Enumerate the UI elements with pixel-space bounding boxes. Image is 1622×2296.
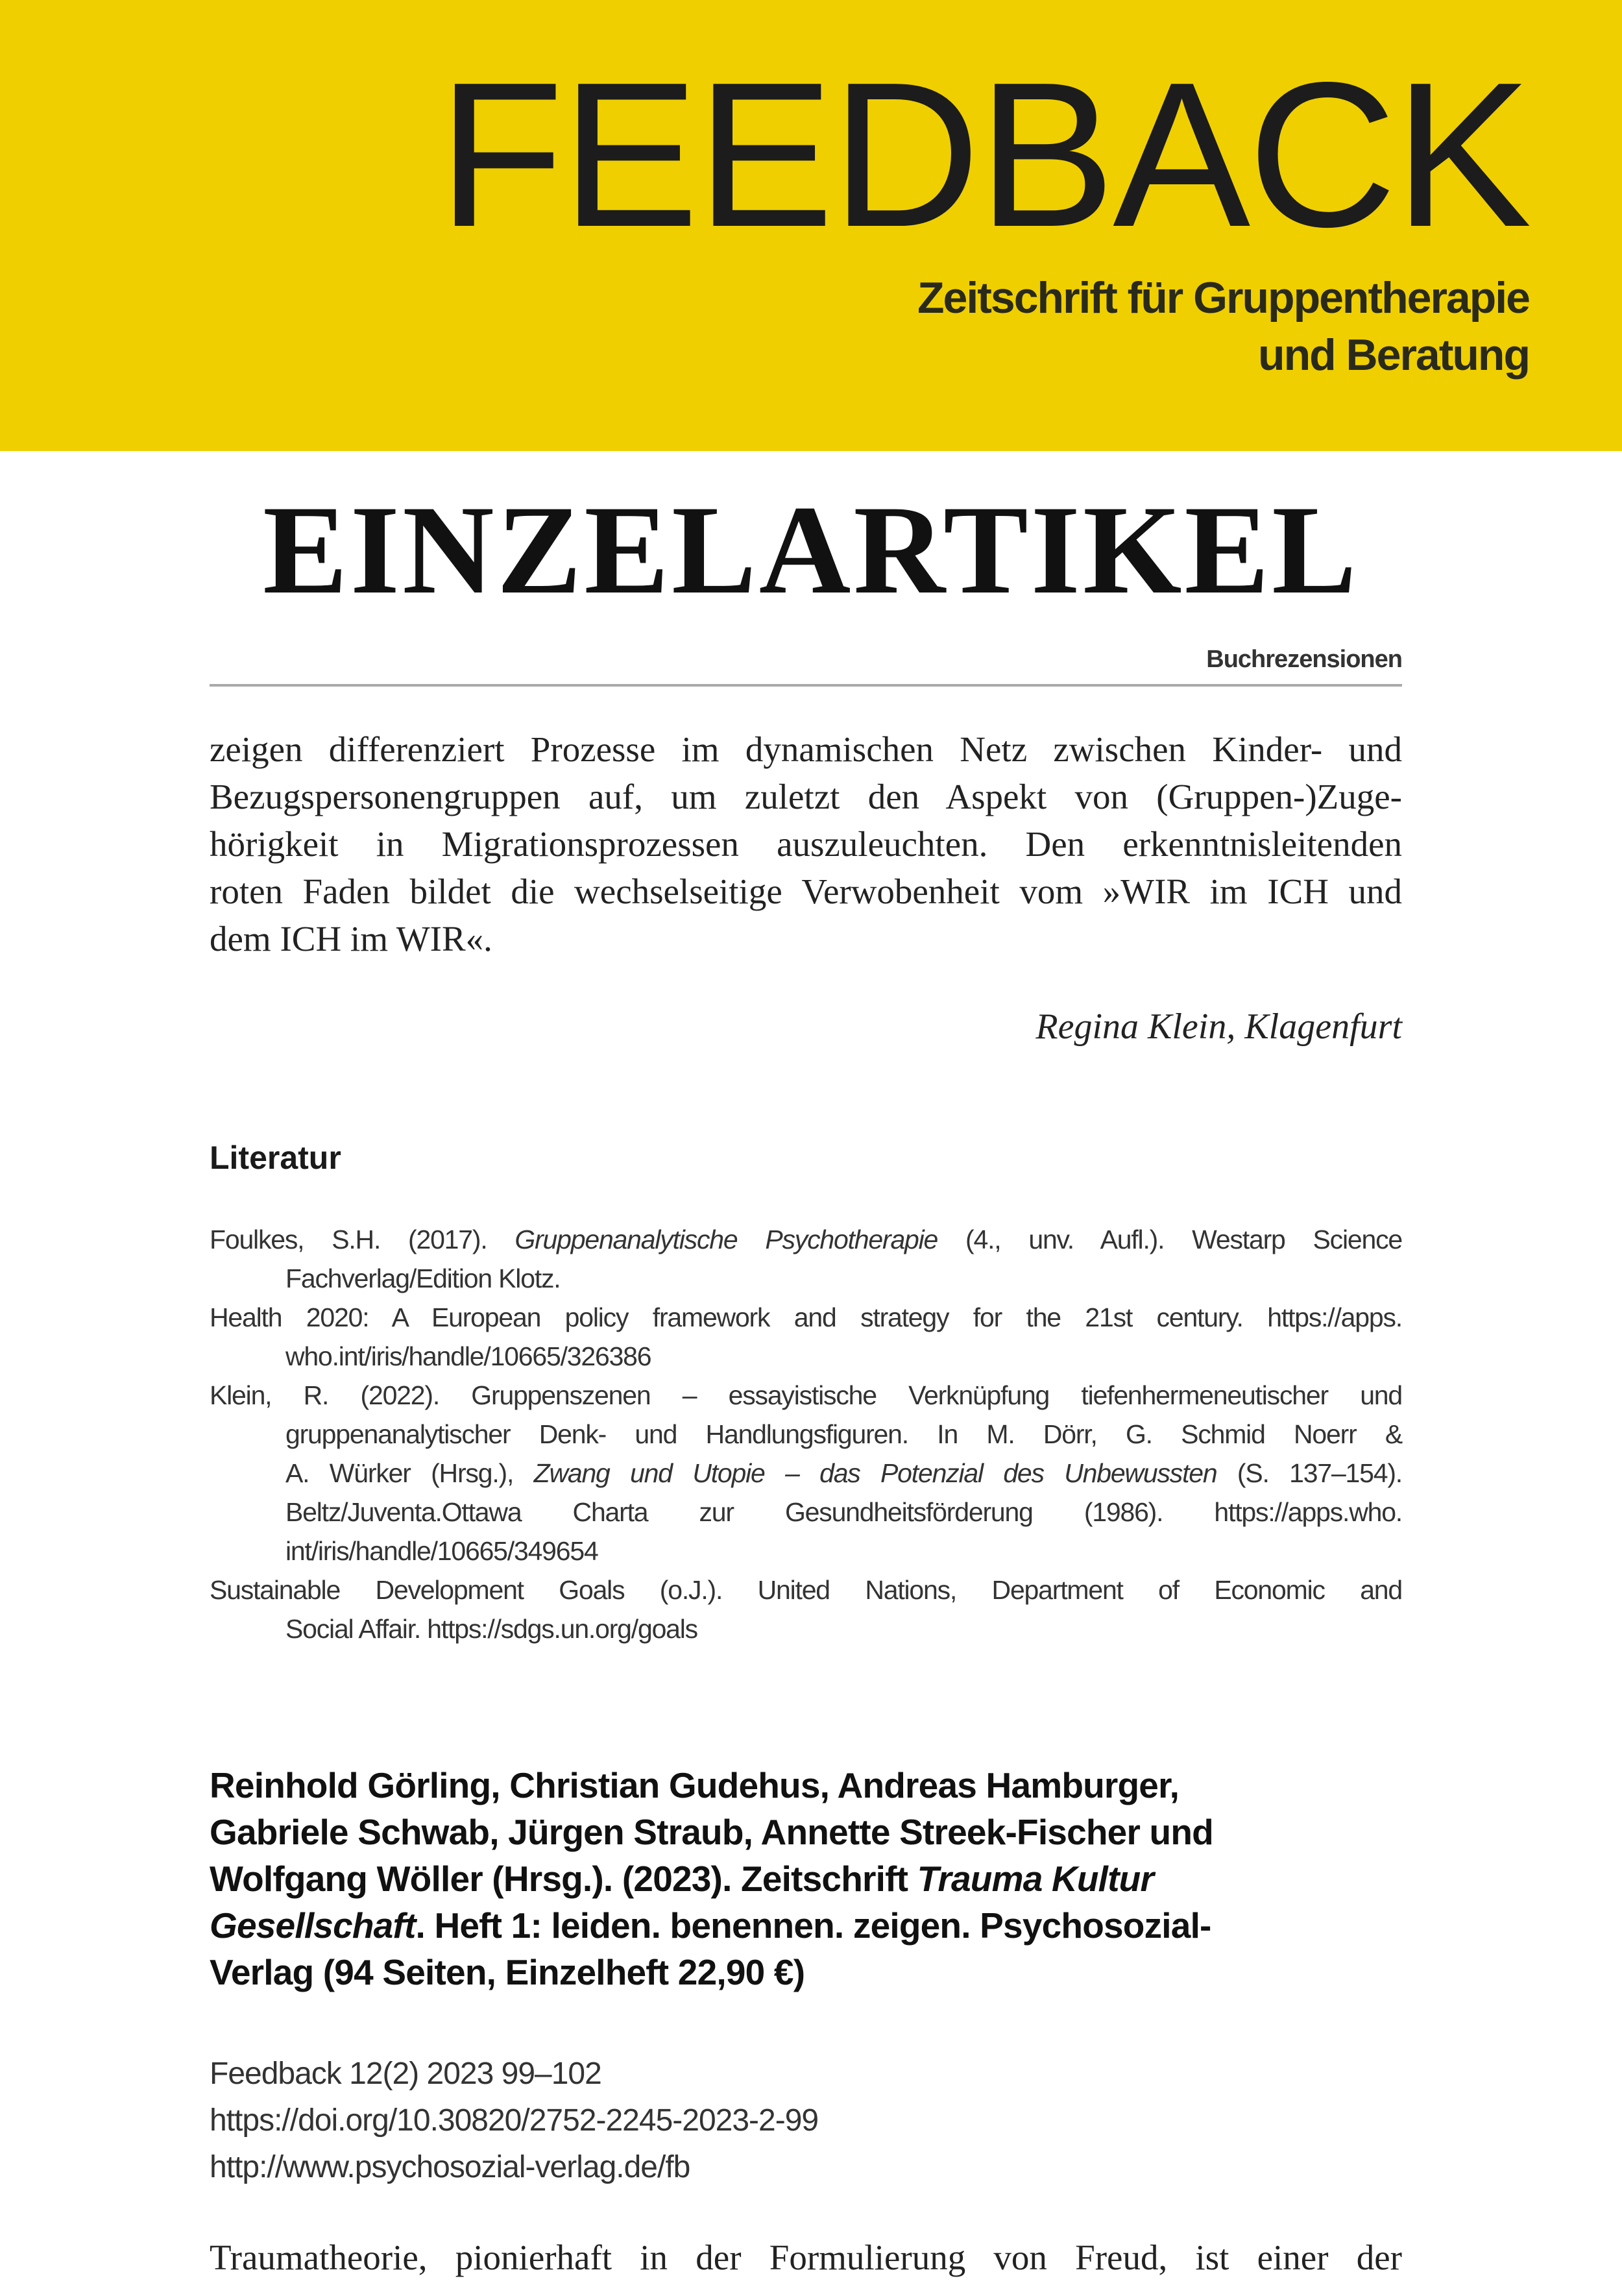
publisher-link[interactable]: http://www.psychosozial-verlag.de/fb <box>210 2150 690 2184</box>
literature-heading: Literatur <box>210 1140 341 1176</box>
review-body <box>210 2234 1402 2281</box>
reference-continuation: Beltz/Juventa.Ottawa Charta zur Gesundheitsförderung (1986). https://apps.who. <box>285 1497 1402 1527</box>
text-line: roten Faden bildet die wechselseitige Verwobenheit vom »WIR im ICH und <box>210 872 1402 911</box>
heading-line: Gabriele Schwab, Jürgen Straub, Annette Streek-Fischer und <box>210 1812 1213 1852</box>
reference-continuation: int/iris/handle/10665/349654 <box>285 1536 598 1566</box>
reference-continuation: Fachverlag/Edition Klotz. <box>285 1264 561 1293</box>
heading-line: Wolfgang Wöller (Hrsg.). (2023). Zeitschrift Trauma Kultur <box>210 1859 1154 1899</box>
reference-item: Sustainable Development Goals (o.J.). United Nations, Department of Economic and <box>210 1575 1402 1605</box>
body-paragraph <box>210 726 1402 962</box>
section-label: Buchrezensionen <box>1206 646 1402 673</box>
doi-link[interactable]: https://doi.org/10.30820/2752-2245-2023-2-99 <box>210 2103 819 2138</box>
reference-item: Klein, R. (2022). Gruppenszenen – essayistische Verknüpfung tiefenhermeneutischer und <box>210 1380 1402 1410</box>
text-line: Bezugspersonengruppen auf, um zuletzt den Aspekt von (Gruppen-)Zuge- <box>210 777 1402 816</box>
reference-continuation: gruppenanalytischer Denk- und Handlungsfiguren. In M. Dörr, G. Schmid Noerr & <box>285 1419 1402 1449</box>
reference-item: Foulkes, S.H. (2017). Gruppenanalytische Psychotherapie (4., unv. Aufl.). Westarp Science <box>210 1225 1402 1254</box>
page-title: EINZELARTIKEL <box>263 480 1359 620</box>
review-heading <box>210 1762 1402 1996</box>
heading-line: Gesellschaft. Heft 1: leiden. benennen. zeigen. Psychosozial- <box>210 1905 1211 1946</box>
divider <box>210 684 1402 687</box>
journal-logo: FEEDBACK <box>437 40 1529 270</box>
text-line: hörigkeit in Migrationsprozessen auszuleuchten. Den erkenntnisleitenden <box>210 824 1402 864</box>
journal-subtitle: und Beratung <box>1258 330 1529 380</box>
reference-continuation: Social Affair. https://sdgs.un.org/goals <box>285 1614 697 1644</box>
journal-header-band <box>0 0 1622 451</box>
journal-subtitle: Zeitschrift für Gruppentherapie <box>917 273 1529 323</box>
text-line: dem ICH im WIR«. <box>210 919 492 959</box>
citation: Feedback 12(2) 2023 99–102 <box>210 2057 601 2091</box>
article-meta <box>210 2051 1402 2191</box>
reference-item: Health 2020: A European policy framework and strategy for the 21st century. https://apps. <box>210 1302 1402 1332</box>
heading-line: Reinhold Görling, Christian Gudehus, Andreas Hamburger, <box>210 1765 1180 1805</box>
reference-list <box>210 1220 1402 1648</box>
review-signature: Regina Klein, Klagenfurt <box>1035 1007 1402 1047</box>
text-line: zeigen differenziert Prozesse im dynamischen Netz zwischen Kinder- und <box>210 729 1402 769</box>
text-line: Traumatheorie, pionierhaft in der Formulierung von Freud, ist einer der <box>210 2238 1402 2277</box>
heading-line: Verlag (94 Seiten, Einzelheft 22,90 €) <box>210 1952 805 1992</box>
reference-continuation: A. Würker (Hrsg.), Zwang und Utopie – das Potenzial des Unbewussten (S. 137–154). <box>285 1458 1402 1488</box>
reference-continuation: who.int/iris/handle/10665/326386 <box>285 1341 651 1371</box>
